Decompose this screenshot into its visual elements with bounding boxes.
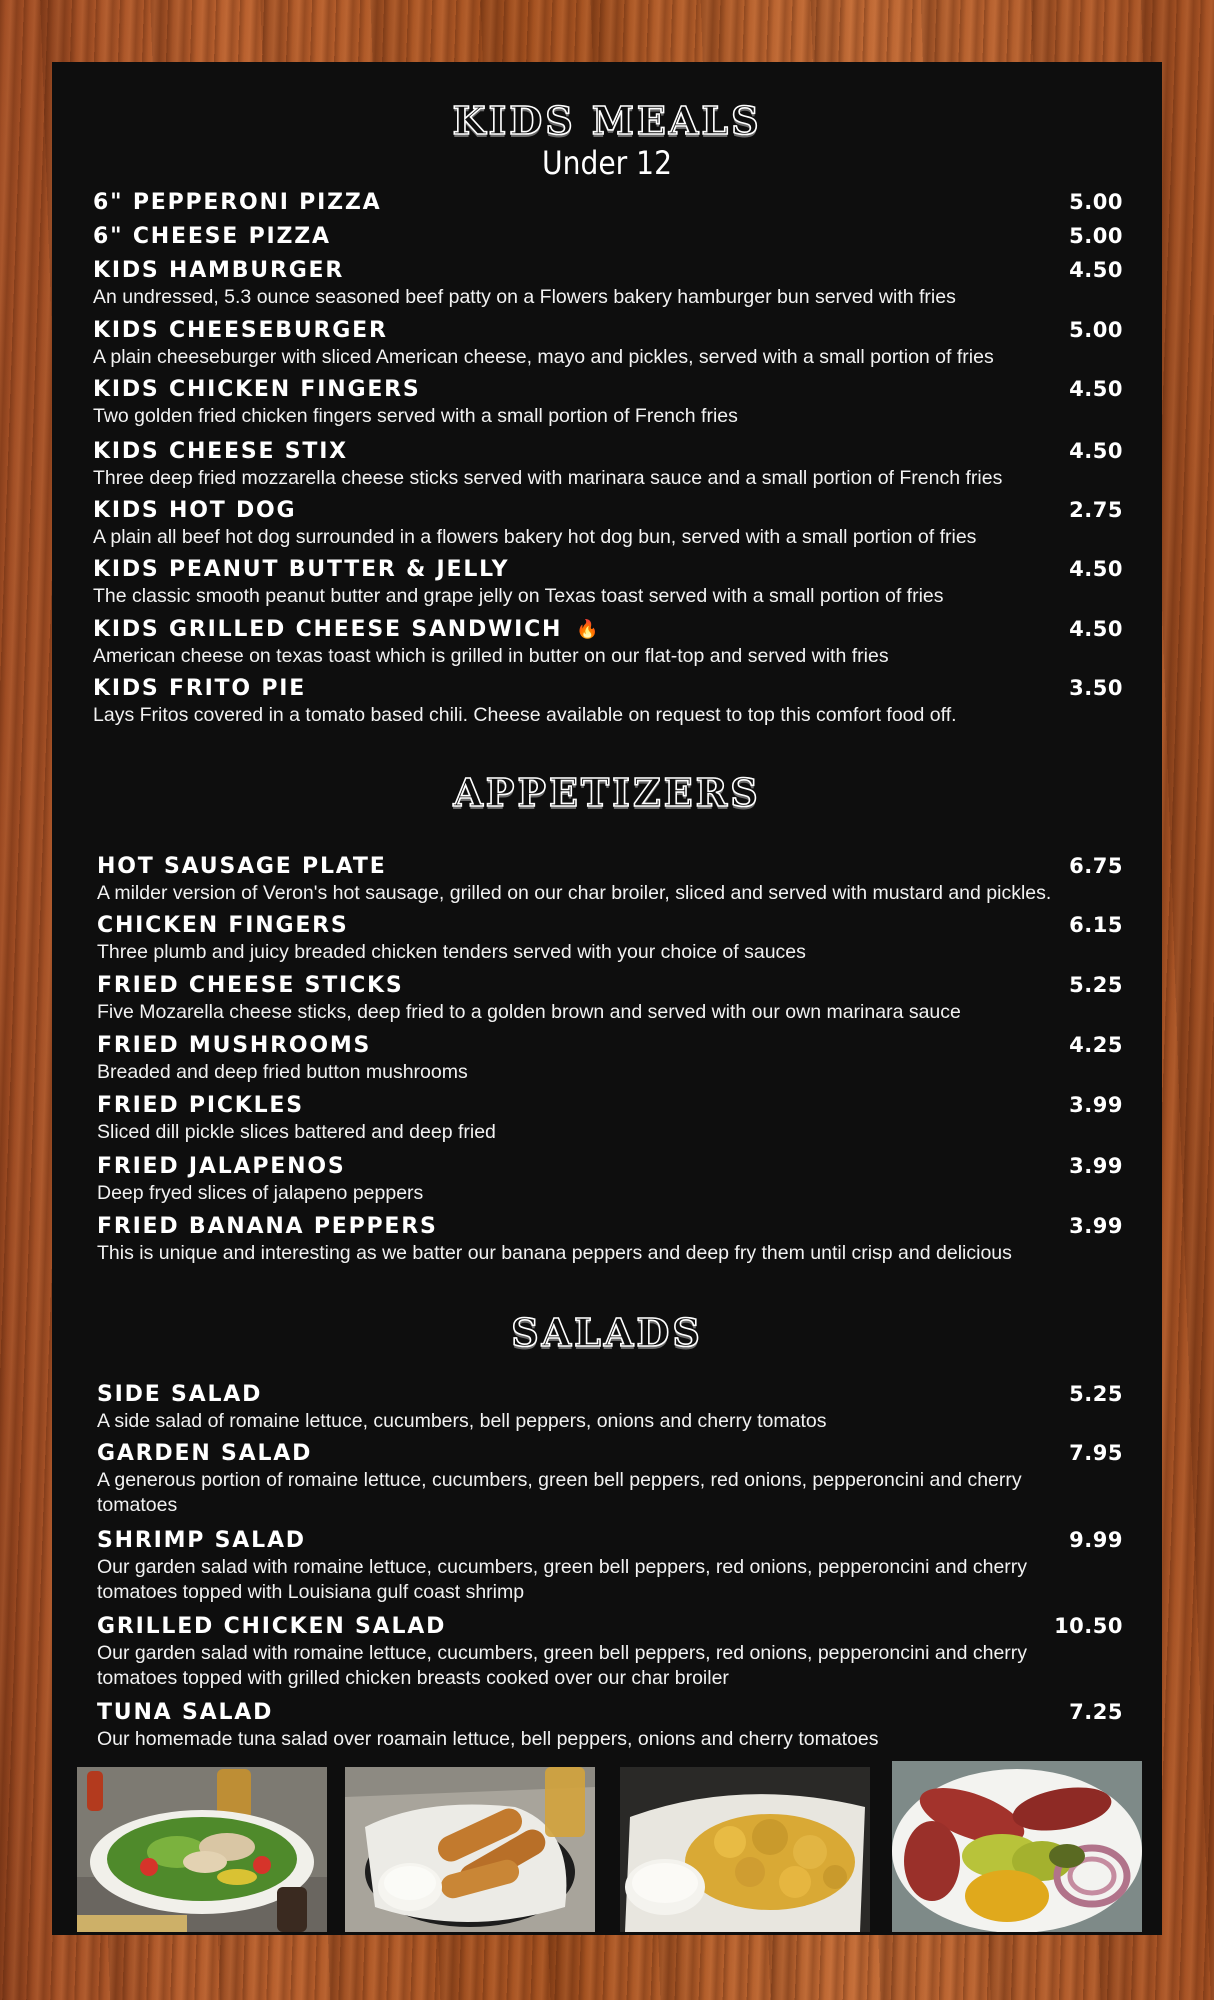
appetizers-title: APPETIZERS bbox=[453, 770, 761, 815]
item-price: 10.50 bbox=[1054, 1614, 1123, 1638]
salads-title: SALADS bbox=[511, 1310, 703, 1355]
item-name: SHRIMP SALAD bbox=[97, 1528, 306, 1553]
fried-pickles-photo bbox=[620, 1767, 870, 1932]
item-price: 4.50 bbox=[1069, 557, 1123, 581]
item-name: GRILLED CHICKEN SALAD bbox=[97, 1614, 447, 1639]
item-description: Two golden fried chicken fingers served with a small portion of French fries bbox=[93, 405, 738, 427]
item-price: 7.95 bbox=[1069, 1441, 1123, 1465]
item-description: A side salad of romaine lettuce, cucumbers, bell peppers, onions and cherry tomatos bbox=[97, 1410, 827, 1432]
menu-board bbox=[52, 62, 1162, 1935]
item-price: 5.00 bbox=[1069, 318, 1123, 342]
item-name: KIDS PEANUT BUTTER & JELLY bbox=[93, 557, 510, 582]
item-description: A generous portion of romaine lettuce, cucumbers, green bell peppers, red onions, pepperoncini and cherry tomatoes bbox=[97, 1469, 1022, 1516]
item-description: The classic smooth peanut butter and grape jelly on Texas toast served with a small portion of fries bbox=[93, 585, 944, 607]
item-name bbox=[93, 617, 601, 642]
item-description: Our garden salad with romaine lettuce, cucumbers, green bell peppers, red onions, pepperoncini and cherry tomatoes topped with grilled chicken breasts cooked over our char broiler bbox=[97, 1642, 1028, 1689]
item-name: HOT SAUSAGE PLATE bbox=[97, 854, 387, 879]
kids-meals-subtitle: Under 12 bbox=[541, 144, 673, 182]
item-name: TUNA SALAD bbox=[97, 1700, 274, 1725]
item-name: CHICKEN FINGERS bbox=[97, 913, 349, 938]
chicken-fingers-photo bbox=[345, 1767, 595, 1932]
kids-meals-title: KIDS MEALS bbox=[452, 98, 762, 143]
item-description: Deep fryed slices of jalapeno peppers bbox=[97, 1182, 424, 1204]
item-description: A plain cheeseburger with sliced American cheese, mayo and pickles, served with a small portion of fries bbox=[93, 346, 994, 368]
item-name: GARDEN SALAD bbox=[97, 1441, 313, 1466]
item-price: 9.99 bbox=[1069, 1528, 1123, 1552]
item-price: 3.50 bbox=[1069, 676, 1123, 700]
item-name: 6" PEPPERONI PIZZA bbox=[93, 190, 382, 215]
item-description: American cheese on texas toast which is grilled in butter on our flat-top and served with fries bbox=[93, 645, 889, 667]
item-price: 5.00 bbox=[1069, 190, 1123, 214]
salad-photo bbox=[77, 1767, 327, 1932]
item-name-text: KIDS GRILLED CHEESE SANDWICH bbox=[93, 617, 563, 642]
item-name: KIDS HAMBURGER bbox=[93, 258, 345, 283]
fire-icon: 🔥 bbox=[576, 619, 601, 640]
item-name: FRIED MUSHROOMS bbox=[97, 1033, 372, 1058]
item-price: 4.50 bbox=[1069, 258, 1123, 282]
item-description: This is unique and interesting as we batter our banana peppers and deep fry them until crisp and delicious bbox=[97, 1242, 1012, 1264]
item-price: 5.25 bbox=[1069, 973, 1123, 997]
item-name: SIDE SALAD bbox=[97, 1382, 263, 1407]
item-price: 6.15 bbox=[1069, 913, 1123, 937]
item-price: 3.99 bbox=[1069, 1093, 1123, 1117]
item-name: KIDS CHEESEBURGER bbox=[93, 318, 388, 343]
item-price: 5.25 bbox=[1069, 1382, 1123, 1406]
item-description: A milder version of Veron's hot sausage, grilled on our char broiler, sliced and served with mustard and pickles. bbox=[97, 882, 1052, 904]
item-name: KIDS FRITO PIE bbox=[93, 676, 307, 701]
item-description: Five Mozarella cheese sticks, deep fried to a golden brown and served with our own marinara sauce bbox=[97, 1001, 961, 1023]
item-name: KIDS HOT DOG bbox=[93, 498, 297, 523]
item-name: FRIED PICKLES bbox=[97, 1093, 304, 1118]
item-price: 3.99 bbox=[1069, 1154, 1123, 1178]
item-description: Three plumb and juicy breaded chicken tenders served with your choice of sauces bbox=[97, 941, 806, 963]
item-name: FRIED CHEESE STICKS bbox=[97, 973, 404, 998]
item-price: 7.25 bbox=[1069, 1700, 1123, 1724]
item-description: Breaded and deep fried button mushrooms bbox=[97, 1061, 468, 1083]
item-description: Our homemade tuna salad over roamain lettuce, bell peppers, onions and cherry tomatoes bbox=[97, 1728, 879, 1750]
item-price: 5.00 bbox=[1069, 224, 1123, 248]
item-description: A plain all beef hot dog surrounded in a flowers bakery hot dog bun, served with a small portion of fries bbox=[93, 526, 977, 548]
sausage-plate-photo bbox=[892, 1761, 1142, 1932]
item-price: 4.25 bbox=[1069, 1033, 1123, 1057]
item-description: Our garden salad with romaine lettuce, cucumbers, green bell peppers, red onions, pepperoncini and cherry tomatoes topped with Louisiana gulf coast shrimp bbox=[97, 1556, 1028, 1603]
item-name: 6" CHEESE PIZZA bbox=[93, 224, 331, 249]
item-description: An undressed, 5.3 ounce seasoned beef patty on a Flowers bakery hamburger bun served with fries bbox=[93, 286, 956, 308]
item-description: Lays Fritos covered in a tomato based chili. Cheese available on request to top this comfort food off. bbox=[93, 704, 957, 726]
item-price: 4.50 bbox=[1069, 617, 1123, 641]
item-price: 6.75 bbox=[1069, 854, 1123, 878]
item-price: 4.50 bbox=[1069, 439, 1123, 463]
item-price: 2.75 bbox=[1069, 498, 1123, 522]
item-description: Sliced dill pickle slices battered and deep fried bbox=[97, 1121, 496, 1143]
item-price: 3.99 bbox=[1069, 1214, 1123, 1238]
item-name: KIDS CHICKEN FINGERS bbox=[93, 377, 421, 402]
item-name: KIDS CHEESE STIX bbox=[93, 439, 348, 464]
item-name: FRIED BANANA PEPPERS bbox=[97, 1214, 438, 1239]
item-price: 4.50 bbox=[1069, 377, 1123, 401]
item-description: Three deep fried mozzarella cheese sticks served with marinara sauce and a small portion of French fries bbox=[93, 467, 1003, 489]
item-name: FRIED JALAPENOS bbox=[97, 1154, 346, 1179]
